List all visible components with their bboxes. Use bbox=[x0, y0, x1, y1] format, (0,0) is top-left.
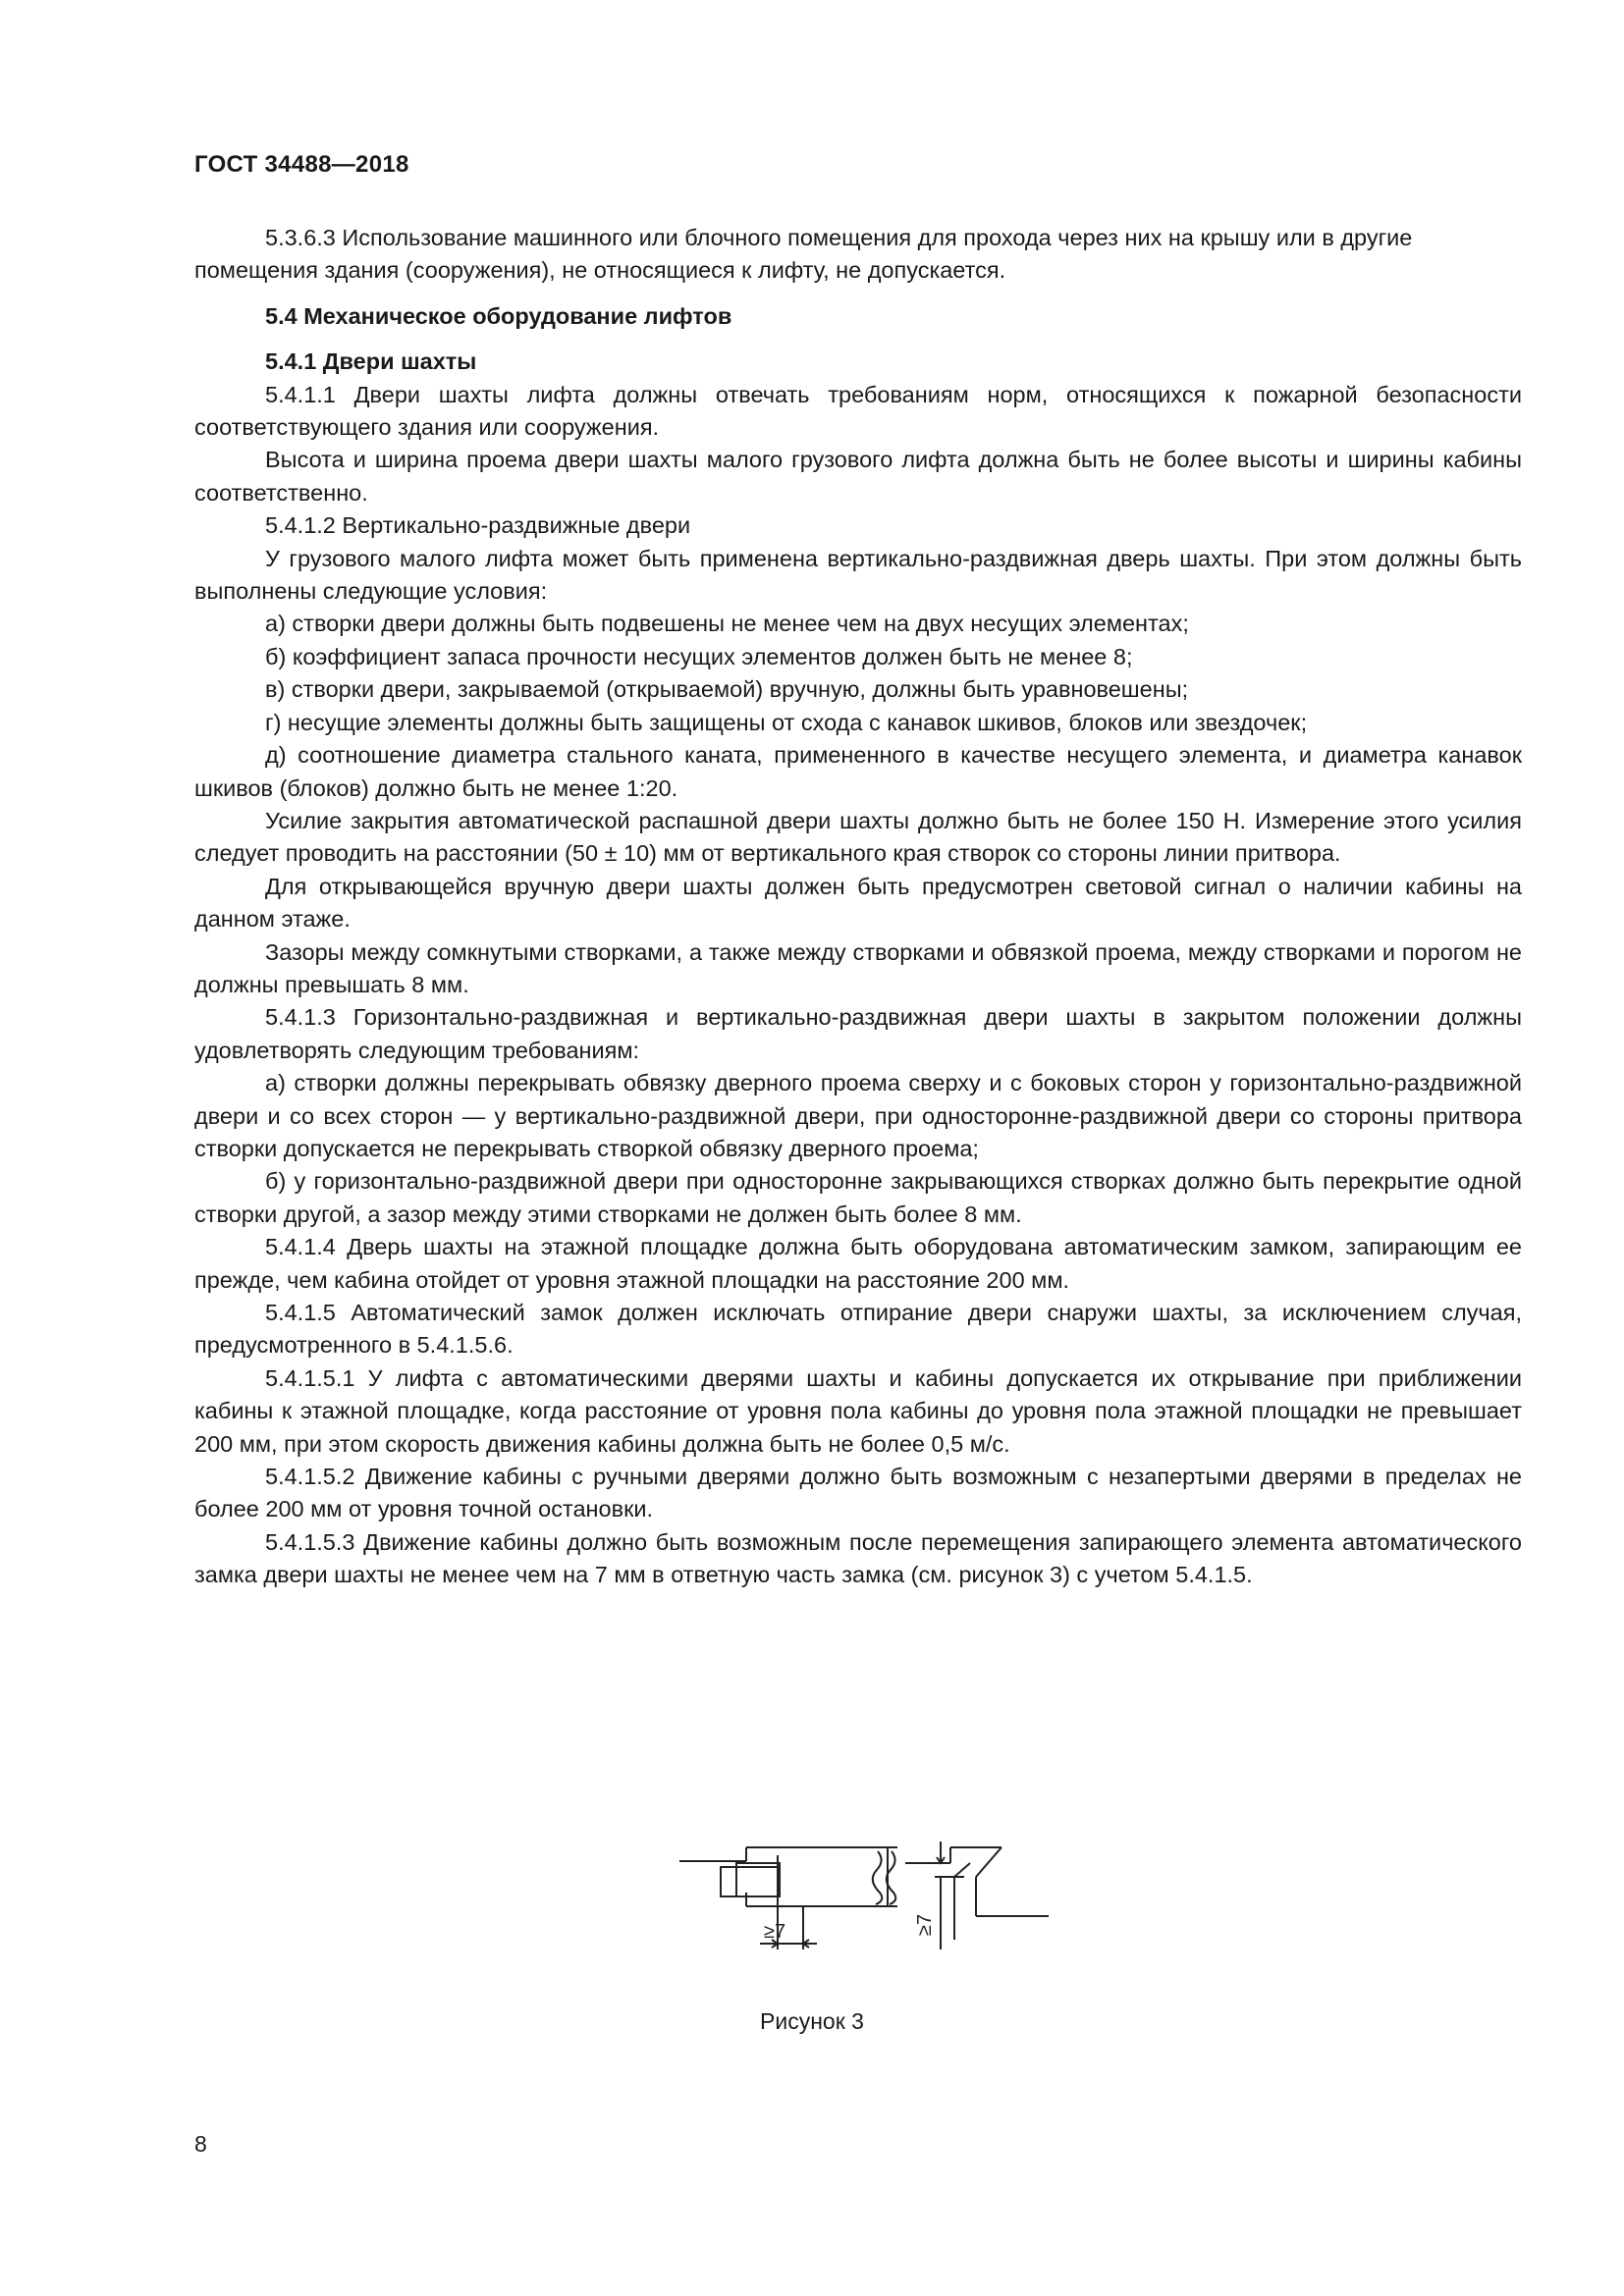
dimension-label-vertical: ≥7 bbox=[914, 1913, 936, 1936]
paragraph-5-3-6-3: 5.3.6.3 Использование машинного или блочного помещения для прохода через них на крышу или в другие помещения здания (сооружения), не относящиеся к лифту, не допускается. bbox=[194, 225, 1413, 284]
document-header: ГОСТ 34488—2018 bbox=[194, 151, 409, 178]
paragraph-closing-force: Усилие закрытия автоматической распашной двери шахты должно быть не более 150 Н. Измерение этого усилия следует проводить на расстоянии (50 ± 10) мм от вертикального края створок со стороны линии притвора. bbox=[194, 807, 1522, 867]
paragraph-5-4-1-5-2: 5.4.1.5.2 Движение кабины с ручными дверями должно быть возможным с незапертыми дверями в пределах не более 200 мм от уровня точной остановки. bbox=[194, 1464, 1522, 1522]
paragraph-5-4-1-5-1: 5.4.1.5.1 У лифта с автоматическими дверями шахты и кабины допускается их открывание при приближении кабины к этажной площадке, когда расстояние от уровня пола кабины до уровня пола этажной площадки не превышает 200 мм, при этом скорость движения кабины должна быть не более 0,5 м/с. bbox=[194, 1364, 1522, 1457]
dimension-label-horizontal: ≥7 bbox=[764, 1921, 786, 1943]
paragraph-5-4-1-2: 5.4.1.2 Вертикально-раздвижные двери bbox=[265, 512, 691, 539]
section-heading-5-4: 5.4 Механическое оборудование лифтов bbox=[265, 302, 732, 329]
paragraph-gaps: Зазоры между сомкнутыми створками, а также между створками и обвязкой проема, между створками и порогом не должны превышать 8 мм. bbox=[194, 938, 1522, 997]
list-item-v: в) створки двери, закрываемой (открываемой) вручную, должны быть уравновешены; bbox=[265, 676, 1189, 703]
list-item-g: г) несущие элементы должны быть защищены от схода с канавок шкивов, блоков или звездочек; bbox=[265, 709, 1308, 735]
list-item-b: б) коэффициент запаса прочности несущих элементов должен быть не менее 8; bbox=[265, 643, 1133, 669]
paragraph-light-signal: Для открывающейся вручную двери шахты должен быть предусмотрен световой сигнал о наличии кабины на данном этаже. bbox=[194, 873, 1522, 933]
paragraph-5-4-1-5-3: 5.4.1.5.3 Движение кабины должно быть возможным после перемещения запирающего элемента автоматического замка двери шахты не менее чем на 7 мм в ответную часть замка (см. рисунок 3) с учетом 5.4.1.5. bbox=[194, 1528, 1522, 1588]
figure-3-lock-diagram bbox=[677, 1834, 1051, 1971]
paragraph-5-4-1-3-b: б) у горизонтально-раздвижной двери при односторонне закрывающихся створках должно быть перекрытие одной створки другой, а зазор между этими створками не должен быть более 8 мм. bbox=[194, 1168, 1522, 1227]
paragraph-5-4-1-4: 5.4.1.4 Дверь шахты на этажной площадке должна быть оборудована автоматическим замком, запирающим ее прежде, чем кабина отойдет от уровня этажной площадки на расстояние 200 мм. bbox=[194, 1234, 1522, 1293]
list-item-d: д) соотношение диаметра стального каната, примененного в качестве несущего элемента, и диаметра канавок шкивов (блоков) должно быть не менее 1:20. bbox=[194, 742, 1522, 801]
document-body bbox=[194, 222, 1522, 1592]
paragraph-5-4-1-3-a: а) створки должны перекрывать обвязку дверного проема сверху и с боковых сторон у горизонтально-раздвижной двери и со всех сторон — у вертикально-раздвижной двери, при односторонне-раздвижной двери со стороны притвора створки допускается не перекрывать створкой обвязку дверного проема; bbox=[194, 1070, 1522, 1161]
paragraph-5-4-1-5: 5.4.1.5 Автоматический замок должен исключать отпирание двери снаружи шахты, за исключением случая, предусмотренного в 5.4.1.5.6. bbox=[194, 1300, 1522, 1359]
paragraph-door-size: Высота и ширина проема двери шахты малого грузового лифта должна быть не более высоты и ширины кабины соответственно. bbox=[194, 447, 1522, 506]
figure-caption: Рисунок 3 bbox=[760, 2008, 864, 2034]
section-heading-5-4-1: 5.4.1 Двери шахты bbox=[265, 348, 477, 375]
list-item-a: а) створки двери должны быть подвешены не менее чем на двух несущих элементах; bbox=[265, 611, 1189, 637]
paragraph-vertical-door: У грузового малого лифта может быть применена вертикально-раздвижная дверь шахты. При этом должны быть выполнены следующие условия: bbox=[194, 545, 1522, 605]
paragraph-5-4-1-3: 5.4.1.3 Горизонтально-раздвижная и вертикально-раздвижная двери шахты в закрытом положении должны удовлетворять следующим требованиям: bbox=[194, 1004, 1522, 1063]
page-number: 8 bbox=[194, 2131, 207, 2157]
paragraph-5-4-1-1: 5.4.1.1 Двери шахты лифта должны отвечать требованиям норм, относящихся к пожарной безопасности соответствующего здания или сооружения. bbox=[194, 381, 1522, 441]
